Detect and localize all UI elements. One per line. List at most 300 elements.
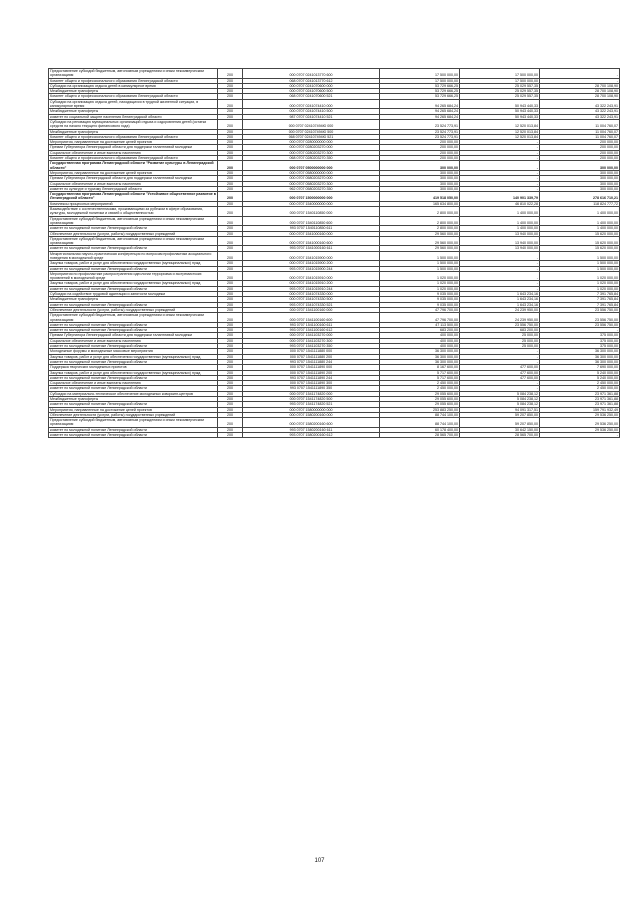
row-amount-remaining: 200 000,00 <box>540 140 620 145</box>
row-code: 200 <box>218 397 243 402</box>
row-amount-total: 28 565 700,00 <box>380 433 460 438</box>
row-name: Взаимодействие с соотечественниками, проживающими за рубежом в сфере образования, культуры, молодежной политики и связей с общественностью <box>49 207 218 217</box>
row-code: 200 <box>218 150 243 155</box>
row-amount-executed: 12 520 013,84 <box>460 129 540 134</box>
table-row <box>49 433 620 438</box>
row-code: 200 <box>218 192 243 202</box>
row-code: 200 <box>218 156 243 161</box>
row-amount-executed: - <box>460 271 540 281</box>
row-name: Обеспечение деятельности (услуги, работы) государственных учреждений <box>49 307 218 312</box>
row-name: Закупка товаров, работ и услуг для обеспечения государственных (муниципальных) нужд <box>49 261 218 266</box>
row-amount-remaining: 2 450 000,00 <box>540 381 620 386</box>
row-code: 200 <box>218 407 243 412</box>
row-amount-remaining: 300 000,00 <box>540 176 620 181</box>
row-amount-remaining: - <box>540 433 620 438</box>
row-amount-remaining: 1 020 000,00 <box>540 271 620 281</box>
row-amount-total: 8 167 600,00 <box>380 365 460 370</box>
budget-table <box>48 68 620 438</box>
row-code: 200 <box>218 302 243 307</box>
row-classification-code: 000 0707 1541174820 000 <box>243 391 380 396</box>
row-code: 200 <box>218 89 243 94</box>
row-name: Предоставление субсидий бюджетным, автономным учреждениям и иным некоммерческим организациям <box>49 313 218 323</box>
row-code: 200 <box>218 145 243 150</box>
row-classification-code: 000 0707 024107494Ю 000 <box>243 119 380 129</box>
row-amount-executed: - <box>460 181 540 186</box>
row-classification-code: 000 0707 1580200160 600 <box>243 418 380 428</box>
row-amount-remaining: 23 971 361,88 <box>540 402 620 407</box>
row-amount-executed: 1 400 000,00 <box>460 226 540 231</box>
row-name: Комитет общего и профессионального образования Ленинградской области <box>49 78 218 83</box>
row-amount-executed: 683 200,00 <box>460 328 540 333</box>
row-amount-total: 23 524 773,91 <box>380 129 460 134</box>
row-amount-total: 2 800 000,00 <box>380 226 460 231</box>
row-code: 200 <box>218 114 243 119</box>
row-code: 200 <box>218 201 243 206</box>
row-name: Государственная программа Ленинградской области "Устойчивое общественное развитие в Ленинградской области" <box>50 192 216 201</box>
table-row <box>49 69 620 79</box>
row-amount-remaining: 1 500 000,00 <box>540 266 620 271</box>
row-amount-executed: 12 520 013,84 <box>460 134 540 139</box>
row-classification-code: 000 0707 0241070600 500 <box>243 89 380 94</box>
row-classification-code: 000 0707 1580200160 000 <box>243 412 380 417</box>
row-name: Межбюджетные трансферты <box>49 397 218 402</box>
row-name: Обеспечение деятельности (услуги, работы) государственных учреждений <box>49 231 218 236</box>
row-code: 200 <box>218 129 243 134</box>
row-amount-total: 400 000,00 <box>380 333 460 338</box>
row-amount-executed: 23 556 750,00 <box>460 322 540 327</box>
table-row <box>49 216 620 226</box>
table-row <box>49 418 620 428</box>
row-amount-executed: 50 943 440,33 <box>460 114 540 119</box>
row-amount-total: 2 450 000,00 <box>380 386 460 391</box>
row-code: 200 <box>218 109 243 114</box>
row-code: 200 <box>218 412 243 417</box>
row-classification-code: 000 0707 0580203270 300 <box>243 181 380 186</box>
row-amount-executed: 1 400 000,00 <box>460 207 540 217</box>
row-name: комитет по молодежной политике Ленинградской области <box>49 427 218 432</box>
row-name: комитет по молодежной политике Ленинградской области <box>49 359 218 364</box>
row-code: 200 <box>218 216 243 226</box>
row-amount-total: 300 000,00 <box>380 161 460 171</box>
table-row <box>49 161 620 171</box>
row-amount-remaining: 118 824 777,72 <box>540 201 620 206</box>
row-name: Предоставление субсидий бюджетным, автономным учреждениям и иным некоммерческим организациям <box>49 69 218 79</box>
row-name: комитет по молодежной политике Ленинградской области <box>49 328 218 333</box>
row-name: Закупка товаров, работ и услуг для обеспечения государственных (муниципальных) нужд <box>49 354 218 359</box>
row-amount-executed: 46 810 022,28 <box>460 201 540 206</box>
row-classification-code: 000 0707 1541015910 000 <box>243 271 380 281</box>
row-amount-total: 88 744 100,00 <box>380 412 460 417</box>
row-amount-remaining: 5 240 000,00 <box>540 375 620 380</box>
row-code: 200 <box>218 354 243 359</box>
row-amount-executed: - <box>460 281 540 286</box>
row-code: 200 <box>218 207 243 217</box>
row-amount-executed: 24 239 950,00 <box>460 307 540 312</box>
row-amount-total: 5 717 600,00 <box>380 370 460 375</box>
row-amount-remaining: 36 300 000,00 <box>540 359 620 364</box>
row-name: Мероприятия по профилактике распространения идеологии терроризма и экстремистских проявлений в молодежной среде <box>49 271 218 281</box>
row-classification-code: 000 0707 1540110850 600 <box>243 216 380 226</box>
row-classification-code: 068 0707 0280203270 350 <box>243 156 380 161</box>
row-amount-executed: 25 000,00 <box>460 344 540 349</box>
row-code: 200 <box>218 349 243 354</box>
row-classification-code: 993 0707 1541000160 611 <box>243 246 380 251</box>
row-code: 200 <box>218 381 243 386</box>
row-name: комитет по молодежной политике Ленинградской области <box>49 344 218 349</box>
row-classification-code: 993 0707 1541111890 350 <box>243 386 380 391</box>
row-classification-code: 993 0707 1541111890 244 <box>243 375 380 380</box>
row-amount-total: 300 000,00 <box>380 186 460 191</box>
row-code: 200 <box>218 391 243 396</box>
row-code: 200 <box>218 292 243 297</box>
row-amount-remaining: 23 971 361,88 <box>540 397 620 402</box>
row-amount-total: 23 524 773,91 <box>380 134 460 139</box>
row-classification-code: 000 0707 1541015900 200 <box>243 261 380 266</box>
row-amount-remaining: 29 536 250,00 <box>540 412 620 417</box>
row-code: 200 <box>218 134 243 139</box>
row-classification-code: 993 0707 1541103270 350 <box>243 344 380 349</box>
row-code: 200 <box>218 359 243 364</box>
row-amount-total: 94 265 684,24 <box>380 114 460 119</box>
row-amount-executed: - <box>460 251 540 261</box>
row-code: 200 <box>218 427 243 432</box>
row-amount-executed: - <box>460 261 540 266</box>
row-amount-remaining: 11 004 760,07 <box>540 119 620 129</box>
row-name: Социальное обеспечение и иные выплаты населению <box>49 181 218 186</box>
row-amount-remaining: 36 300 000,00 <box>540 354 620 359</box>
row-amount-remaining: 1 500 000,00 <box>540 251 620 261</box>
row-code: 200 <box>218 418 243 428</box>
row-classification-code: 000 0707 1540110850 000 <box>243 207 380 217</box>
row-name: Мероприятия, направленные на достижение целей проектов <box>49 407 218 412</box>
row-code: 200 <box>218 236 243 246</box>
row-amount-executed: 1 643 234,16 <box>460 297 540 302</box>
row-classification-code: 000 0707 0241074410 000 <box>243 99 380 109</box>
row-amount-total: 2 800 000,00 <box>380 207 460 217</box>
row-name: Обеспечение деятельности (услуги, работы) государственных учреждений <box>49 412 218 417</box>
row-classification-code: 068 0707 024107494Ю 521 <box>243 134 380 139</box>
row-classification-code: 000 0707 1541174820 500 <box>243 397 380 402</box>
row-amount-executed: 477 600,00 <box>460 370 540 375</box>
row-amount-remaining: 15 620 000,00 <box>540 246 620 251</box>
row-amount-executed: 5 084 238,12 <box>460 397 540 402</box>
row-amount-remaining: 7 391 765,84 <box>540 297 620 302</box>
row-classification-code: 993 0707 1540110850 611 <box>243 226 380 231</box>
row-classification-code: 000 0707 1541111890 200 <box>243 370 380 375</box>
row-name: Комитет общего и профессионального образования Ленинградской области <box>49 134 218 139</box>
row-classification-code: 000 0707 1541111880 000 <box>243 349 380 354</box>
row-name: Предоставление субсидий бюджетным, автономным учреждениям и иным некоммерческим организациям <box>49 236 218 246</box>
row-classification-code: 000 0707 1541111890 300 <box>243 381 380 386</box>
row-amount-total: 29 055 600,00 <box>380 397 460 402</box>
row-classification-code: 000 0707 1541000160 000 <box>243 231 380 236</box>
row-amount-remaining: 11 004 760,07 <box>540 134 620 139</box>
row-classification-code: 962 0707 0580203270 350 <box>243 186 380 191</box>
row-code: 200 <box>218 78 243 83</box>
row-classification-code: 000 0707 1500000000 000 <box>243 192 380 202</box>
row-amount-total: 300 000,00 <box>380 176 460 181</box>
row-name: Межбюджетные трансферты <box>49 297 218 302</box>
row-amount-executed: 13 940 000,00 <box>460 236 540 246</box>
row-code: 200 <box>218 333 243 338</box>
row-amount-executed: 477 600,00 <box>460 365 540 370</box>
row-amount-total: 200 000,00 <box>380 145 460 150</box>
row-amount-total: 200 000,00 <box>380 156 460 161</box>
row-amount-remaining: 28 700 108,90 <box>540 83 620 88</box>
row-code: 200 <box>218 307 243 312</box>
row-amount-executed: 50 943 440,33 <box>460 109 540 114</box>
row-code: 200 <box>218 83 243 88</box>
row-amount-executed: - <box>460 170 540 175</box>
row-amount-total: 17 500 000,00 <box>380 78 460 83</box>
row-amount-executed: - <box>460 161 540 171</box>
row-amount-total: 200 000,00 <box>380 150 460 155</box>
row-name: Комитет общего и профессионального образования Ленинградской области <box>49 156 218 161</box>
row-amount-total: 47 796 700,00 <box>380 313 460 323</box>
row-code: 200 <box>218 140 243 145</box>
row-classification-code: 000 0707 0241074410 500 <box>243 109 380 114</box>
row-amount-remaining: 15 620 000,00 <box>540 236 620 246</box>
table-row <box>49 119 620 129</box>
row-name: Молодежные форумы и молодежные массовые мероприятия <box>49 349 218 354</box>
row-classification-code: 000 0707 1541103270 300 <box>243 338 380 343</box>
row-amount-remaining: - <box>540 69 620 79</box>
row-name: комитет по молодежной политике Ленинградской области <box>49 433 218 438</box>
row-code: 200 <box>218 181 243 186</box>
row-name: Предоставление субсидий бюджетным, автономным учреждениям и иным некоммерческим организациям <box>49 418 218 428</box>
row-name: Социальное обеспечение и иные выплаты населению <box>49 381 218 386</box>
row-amount-executed: 24 239 950,00 <box>460 313 540 323</box>
row-classification-code: 000 0707 1541074330 000 <box>243 292 380 297</box>
row-amount-remaining: 23 556 750,00 <box>540 307 620 312</box>
row-name: комитет по социальной защите населения Ленинградской области <box>49 114 218 119</box>
row-amount-total: 29 055 600,00 <box>380 391 460 396</box>
row-name: комитет по молодежной политике Ленинградской области <box>49 302 218 307</box>
row-code: 200 <box>218 186 243 191</box>
row-code: 200 <box>218 328 243 333</box>
row-amount-total: 88 744 100,00 <box>380 418 460 428</box>
row-amount-total: 29 560 000,00 <box>380 231 460 236</box>
row-amount-remaining: 1 400 000,00 <box>540 216 620 226</box>
row-name: комитет по молодежной политике Ленинградской области <box>49 226 218 231</box>
row-amount-total: 400 000,00 <box>380 344 460 349</box>
row-amount-executed: 140 901 339,79 <box>460 192 540 202</box>
table-row <box>49 207 620 217</box>
row-classification-code: 993 0707 1541015900 244 <box>243 266 380 271</box>
row-name: Предоставление субсидий бюджетным, автономным учреждениям и иным некоммерческим организациям <box>49 216 218 226</box>
row-amount-executed: 1 643 234,16 <box>460 302 540 307</box>
row-amount-remaining: 300 000,00 <box>540 186 620 191</box>
row-name: Межбюджетные трансферты <box>49 129 218 134</box>
row-name: Премии Губернатора Ленинградской области для поддержки талантливой молодежи <box>49 145 218 150</box>
row-name: комитет по молодежной политике Ленинградской области <box>49 375 218 380</box>
row-amount-total: 1 020 000,00 <box>380 271 460 281</box>
row-amount-executed: - <box>460 156 540 161</box>
row-amount-total: 1 500 000,00 <box>380 261 460 266</box>
row-amount-executed: 59 207 850,00 <box>460 418 540 428</box>
row-name: комитет по молодежной политике Ленинградской области <box>49 402 218 407</box>
row-amount-total: 9 035 000,00 <box>380 302 460 307</box>
row-amount-total: 1 500 000,00 <box>380 251 460 261</box>
row-code: 200 <box>218 261 243 266</box>
row-name: комитет по молодежной политике Ленинградской области <box>49 286 218 291</box>
row-name: Премии Губернатора Ленинградской области для поддержки талантливой молодежи <box>49 333 218 338</box>
row-classification-code: 993 0707 1541174820 521 <box>243 402 380 407</box>
row-amount-executed: - <box>460 359 540 364</box>
row-name: Субсидии на материально-техническое обеспечение молодежных коворкинг-центров <box>49 391 218 396</box>
row-amount-remaining: 43 322 243,91 <box>540 99 620 109</box>
table-row <box>49 313 620 323</box>
row-classification-code: 000 0707 1541015900 000 <box>243 251 380 261</box>
row-amount-total: 29 560 000,00 <box>380 246 460 251</box>
row-classification-code: 000 0707 1541100160 600 <box>243 313 380 323</box>
budget-table-body <box>49 69 620 438</box>
row-amount-remaining: 1 020 000,00 <box>540 281 620 286</box>
row-amount-executed: 59 207 850,00 <box>460 412 540 417</box>
row-amount-executed: 13 940 000,00 <box>460 246 540 251</box>
row-classification-code: 993 0707 1541111880 244 <box>243 359 380 364</box>
row-classification-code: 000 0707 1540000000 000 <box>243 201 380 206</box>
row-amount-executed: 50 943 440,33 <box>460 99 540 109</box>
row-amount-executed: - <box>460 349 540 354</box>
row-amount-remaining: 28 700 108,90 <box>540 94 620 99</box>
row-amount-total: 1 020 000,00 <box>380 286 460 291</box>
row-amount-executed: 94 091 317,51 <box>460 407 540 412</box>
row-amount-total: 47 796 700,00 <box>380 307 460 312</box>
row-name: комитет по молодежной политике Ленинградской области <box>49 322 218 327</box>
row-amount-remaining: 375 000,00 <box>540 338 620 343</box>
row-classification-code: 000 0707 1541000160 600 <box>243 236 380 246</box>
row-code: 200 <box>218 69 243 79</box>
row-amount-executed: - <box>460 140 540 145</box>
row-code: 200 <box>218 99 243 109</box>
row-classification-code: 000 0707 0241070600 000 <box>243 83 380 88</box>
row-amount-remaining: 29 536 250,00 <box>540 427 620 432</box>
row-amount-total: 2 450 000,00 <box>380 381 460 386</box>
row-name: Субсидии на реновацию муниципальных организаций отдыха и оздоровления детей (остатки средств на начало текущего финансового года) <box>49 119 218 129</box>
row-code: 200 <box>218 433 243 438</box>
row-amount-total: 165 634 800,00 <box>380 201 460 206</box>
row-code: 200 <box>218 281 243 286</box>
row-amount-remaining: 1 020 000,00 <box>540 286 620 291</box>
row-amount-remaining: - <box>540 328 620 333</box>
row-name: Субсидии на содействие трудовой адаптации и занятости молодежи <box>49 292 218 297</box>
row-code: 200 <box>218 266 243 271</box>
row-code: 200 <box>218 402 243 407</box>
row-amount-remaining: 5 240 000,00 <box>540 370 620 375</box>
row-name: Межбюджетные трансферты <box>49 89 218 94</box>
row-amount-remaining: 300 000,00 <box>540 170 620 175</box>
row-amount-total: 400 000,00 <box>380 338 460 343</box>
row-amount-total: 94 265 684,24 <box>380 99 460 109</box>
row-amount-executed: 25 000,00 <box>460 333 540 338</box>
row-classification-code: 000 0707 1541015910 200 <box>243 281 380 286</box>
row-amount-executed: - <box>460 176 540 181</box>
row-name: Межбюджетные трансферты <box>49 109 218 114</box>
table-row <box>49 99 620 109</box>
row-amount-executed: 13 940 000,00 <box>460 231 540 236</box>
row-code: 200 <box>218 161 243 171</box>
row-amount-executed: - <box>460 354 540 359</box>
row-amount-executed: - <box>460 381 540 386</box>
row-classification-code: 993 0707 1580200160 612 <box>243 433 380 438</box>
row-amount-executed: 25 029 557,35 <box>460 94 540 99</box>
row-amount-total: 17 500 000,00 <box>380 69 460 79</box>
row-amount-remaining: 375 000,00 <box>540 344 620 349</box>
row-amount-total: 23 524 773,91 <box>380 119 460 129</box>
row-code: 200 <box>218 297 243 302</box>
row-amount-remaining: 375 000,00 <box>540 333 620 338</box>
row-name: Мероприятия, направленные на достижение целей проектов <box>49 140 218 145</box>
row-code: 200 <box>218 322 243 327</box>
row-amount-remaining: 1 400 000,00 <box>540 207 620 217</box>
row-amount-total: 1 500 000,00 <box>380 266 460 271</box>
row-name: Закупка товаров, работ и услуг для обеспечения государственных (муниципальных) нужд <box>49 370 218 375</box>
row-classification-code: 000 0707 1541111890 000 <box>243 365 380 370</box>
row-amount-remaining: 200 000,00 <box>540 156 620 161</box>
row-amount-remaining: 15 620 000,00 <box>540 231 620 236</box>
row-classification-code: 000 0707 0241013770 600 <box>243 69 380 79</box>
row-code: 200 <box>218 119 243 129</box>
row-amount-remaining: 300 000,00 <box>540 161 620 171</box>
row-amount-total: 253 883 250,00 <box>380 407 460 412</box>
row-amount-total: 36 300 000,00 <box>380 359 460 364</box>
row-amount-executed: 30 642 150,00 <box>460 427 540 432</box>
row-name: Премии Губернатора Ленинградской области для поддержки талантливой молодежи <box>49 176 218 181</box>
row-amount-remaining: 23 556 750,00 <box>540 313 620 323</box>
row-name: Субсидии на организацию отдыха детей, находящихся в трудной жизненной ситуации, в каникулярное время <box>49 99 218 109</box>
row-name: Социальное обеспечение и иные выплаты населению <box>49 150 218 155</box>
row-amount-remaining: 1 500 000,00 <box>540 261 620 266</box>
row-amount-total: 53 729 666,25 <box>380 89 460 94</box>
row-code: 200 <box>218 386 243 391</box>
row-classification-code: 987 0707 0241074410 521 <box>243 114 380 119</box>
row-amount-remaining: 23 556 750,00 <box>540 322 620 327</box>
row-amount-remaining: 200 000,00 <box>540 150 620 155</box>
table-row <box>49 251 620 261</box>
row-amount-remaining: 300 000,00 <box>540 181 620 186</box>
row-name: Комплексы процессных мероприятий <box>49 201 218 206</box>
row-amount-remaining: 2 450 000,00 <box>540 386 620 391</box>
row-amount-executed: - <box>460 150 540 155</box>
row-amount-executed: 25 000,00 <box>460 338 540 343</box>
row-amount-total: 5 717 600,00 <box>380 375 460 380</box>
row-code: 200 <box>218 375 243 380</box>
row-amount-remaining: 28 700 108,90 <box>540 89 620 94</box>
row-classification-code: 993 0707 1541074330 521 <box>243 302 380 307</box>
row-name: Государственная программа Ленинградской области "Развитие культуры в Ленинградской области" <box>49 161 218 171</box>
row-code: 200 <box>218 251 243 261</box>
row-amount-remaining: 7 391 765,84 <box>540 302 620 307</box>
row-classification-code: 068 0707 0241013770 612 <box>243 78 380 83</box>
row-code: 200 <box>218 338 243 343</box>
row-amount-remaining: 29 536 250,00 <box>540 418 620 428</box>
row-name: комитет по культуре и туризму Ленинградской области <box>49 186 218 191</box>
row-amount-executed: 25 029 557,35 <box>460 83 540 88</box>
row-amount-remaining: 200 000,00 <box>540 145 620 150</box>
row-amount-executed: 28 565 700,00 <box>460 433 540 438</box>
row-amount-executed: - <box>460 266 540 271</box>
row-classification-code: 000 0707 1541103270 000 <box>243 333 380 338</box>
row-code: 200 <box>218 226 243 231</box>
row-name: комитет по молодежной политике Ленинградской области <box>49 246 218 251</box>
row-classification-code: 000 0707 0280000000 000 <box>243 140 380 145</box>
row-amount-executed: 1 643 234,16 <box>460 292 540 297</box>
row-amount-total: 200 000,00 <box>380 140 460 145</box>
row-amount-executed: 12 520 013,84 <box>460 119 540 129</box>
row-amount-total: 9 035 000,00 <box>380 292 460 297</box>
row-code: 200 <box>218 246 243 251</box>
